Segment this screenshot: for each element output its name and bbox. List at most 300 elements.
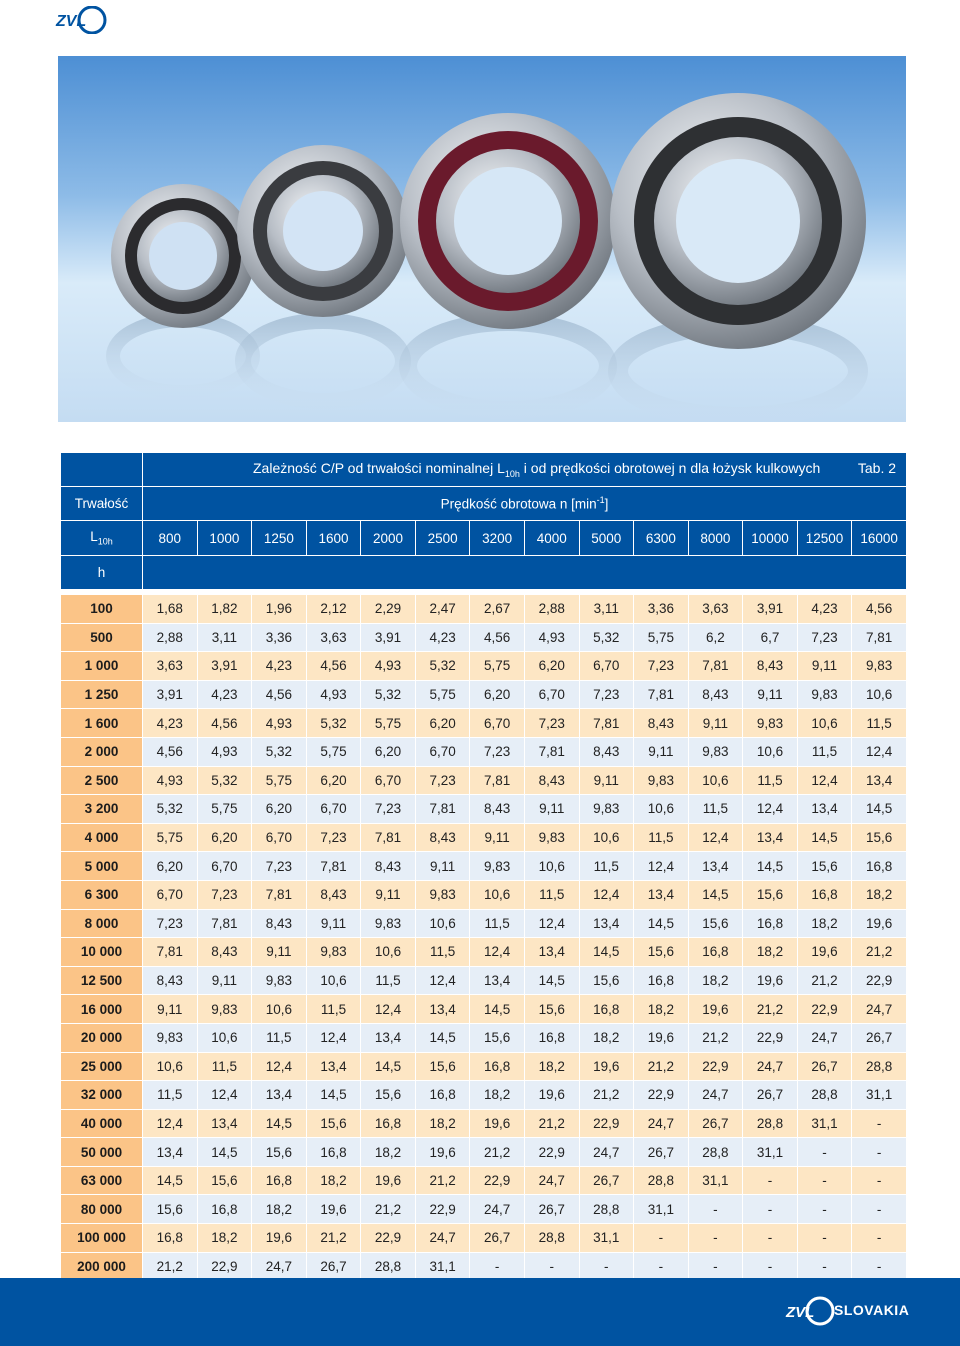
cp-value-cell: 5,32 [579, 623, 634, 652]
cp-value-cell: 16,8 [415, 1081, 470, 1110]
cp-value-cell: 7,23 [797, 623, 852, 652]
cp-value-cell: 28,8 [524, 1224, 579, 1253]
cp-value-cell: - [743, 1252, 798, 1281]
table-row [61, 1081, 907, 1110]
life-hours-cell: 200 000 [61, 1252, 143, 1281]
speed-col-header: 8000 [688, 521, 743, 556]
cp-value-cell: 9,11 [579, 766, 634, 795]
cp-value-cell: 9,83 [797, 680, 852, 709]
cp-value-cell: 4,93 [524, 623, 579, 652]
durability-label: Trwałość [61, 487, 143, 521]
cp-value-cell: 19,6 [361, 1166, 416, 1195]
cp-value-cell: 8,43 [579, 737, 634, 766]
table-row [61, 1252, 907, 1281]
cp-value-cell: 1,68 [143, 595, 198, 624]
cp-value-cell: 6,70 [197, 852, 252, 881]
life-hours-cell: 3 200 [61, 795, 143, 824]
cp-value-cell: 13,4 [634, 880, 689, 909]
cp-value-cell: - [688, 1195, 743, 1224]
cp-value-cell: 5,32 [252, 737, 307, 766]
cp-value-cell: 2,88 [143, 623, 198, 652]
cp-value-cell: 9,11 [743, 680, 798, 709]
speed-col-header: 10000 [743, 521, 798, 556]
cp-value-cell: 21,2 [143, 1252, 198, 1281]
table-row [61, 680, 907, 709]
unit-row [61, 556, 907, 590]
cp-value-cell: 22,9 [197, 1252, 252, 1281]
cp-value-cell: 14,5 [634, 909, 689, 938]
speed-col-header: 6300 [634, 521, 689, 556]
cp-value-cell: 9,83 [634, 766, 689, 795]
cp-value-cell: 24,7 [415, 1224, 470, 1253]
cp-value-cell: 7,81 [361, 823, 416, 852]
cp-value-cell: 12,4 [579, 880, 634, 909]
cp-value-cell: 8,43 [252, 909, 307, 938]
cp-value-cell: 18,2 [579, 1023, 634, 1052]
cp-value-cell: 3,91 [143, 680, 198, 709]
cp-value-cell: 4,23 [797, 595, 852, 624]
cp-value-cell: 16,8 [688, 938, 743, 967]
cp-value-cell: 11,5 [634, 823, 689, 852]
cp-value-cell: 14,5 [470, 995, 525, 1024]
cp-value-cell: 9,11 [361, 880, 416, 909]
table-row [61, 938, 907, 967]
cp-value-cell: 10,6 [306, 966, 361, 995]
cp-value-cell: 18,2 [688, 966, 743, 995]
cp-value-cell: 11,5 [143, 1081, 198, 1110]
cp-value-cell: 6,70 [143, 880, 198, 909]
cp-value-cell: 22,9 [743, 1023, 798, 1052]
cp-value-cell: 16,8 [252, 1166, 307, 1195]
cp-value-cell: 26,7 [579, 1166, 634, 1195]
cp-value-cell: 10,6 [579, 823, 634, 852]
cp-value-cell: 10,6 [743, 737, 798, 766]
cp-value-cell: 11,5 [306, 995, 361, 1024]
cp-value-cell: 19,6 [579, 1052, 634, 1081]
cp-value-cell: 6,70 [361, 766, 416, 795]
cp-value-cell: 19,6 [415, 1138, 470, 1167]
table-row [61, 652, 907, 681]
cp-value-cell: 15,6 [470, 1023, 525, 1052]
cp-value-cell: 6,70 [415, 737, 470, 766]
cp-value-cell: 22,9 [415, 1195, 470, 1224]
cp-value-cell: 26,7 [688, 1109, 743, 1138]
cp-value-cell: 22,9 [361, 1224, 416, 1253]
cp-value-cell: 11,5 [579, 852, 634, 881]
cp-value-cell: 5,75 [634, 623, 689, 652]
cp-value-cell: 26,7 [634, 1138, 689, 1167]
cp-value-cell: 10,6 [361, 938, 416, 967]
cp-value-cell: 31,1 [415, 1252, 470, 1281]
cp-value-cell: - [852, 1252, 907, 1281]
cp-value-cell: 21,2 [524, 1109, 579, 1138]
cp-value-cell: 3,63 [306, 623, 361, 652]
cp-value-cell: 8,43 [470, 795, 525, 824]
cp-value-cell: 11,5 [743, 766, 798, 795]
cp-value-cell: 18,2 [361, 1138, 416, 1167]
cp-value-cell: 16,8 [524, 1023, 579, 1052]
cp-value-cell: 2,12 [306, 595, 361, 624]
cp-value-cell: 19,6 [797, 938, 852, 967]
cp-value-cell: 9,11 [143, 995, 198, 1024]
cp-value-cell: 5,75 [361, 709, 416, 738]
cp-value-cell: 15,6 [688, 909, 743, 938]
cp-value-cell: 12,4 [197, 1081, 252, 1110]
cp-value-cell: 14,5 [306, 1081, 361, 1110]
footer-bar [0, 1278, 960, 1346]
cp-value-cell: 26,7 [852, 1023, 907, 1052]
table-row [61, 880, 907, 909]
cp-value-cell: 13,4 [415, 995, 470, 1024]
cp-value-cell: 21,2 [634, 1052, 689, 1081]
cp-value-cell: 6,70 [579, 652, 634, 681]
cp-value-cell: 28,8 [797, 1081, 852, 1110]
table-row [61, 823, 907, 852]
cp-table [60, 452, 907, 1281]
cp-value-cell: 4,56 [306, 652, 361, 681]
speed-col-header: 3200 [470, 521, 525, 556]
life-hours-cell: 1 250 [61, 680, 143, 709]
cp-value-cell: 16,8 [852, 852, 907, 881]
speed-label-prefix: Prędkość obrotowa n [min [440, 496, 597, 512]
cp-value-cell: 18,2 [415, 1109, 470, 1138]
cp-value-cell: 7,23 [415, 766, 470, 795]
table-row [61, 766, 907, 795]
cp-value-cell: 7,81 [852, 623, 907, 652]
speed-col-header: 5000 [579, 521, 634, 556]
cp-value-cell: 13,4 [470, 966, 525, 995]
speed-label [143, 487, 907, 521]
cp-value-cell: 18,2 [797, 909, 852, 938]
cp-value-cell: 3,63 [688, 595, 743, 624]
cp-value-cell: 21,2 [306, 1224, 361, 1253]
cp-value-cell: 14,5 [252, 1109, 307, 1138]
cp-value-cell: 22,9 [579, 1109, 634, 1138]
cp-value-cell: 15,6 [143, 1195, 198, 1224]
life-hours-cell: 1 600 [61, 709, 143, 738]
cp-value-cell: 4,56 [252, 680, 307, 709]
speed-header-row [61, 487, 907, 521]
speed-label-sup: -1 [596, 495, 605, 506]
cp-value-cell: 21,2 [415, 1166, 470, 1195]
speed-col-header: 2000 [361, 521, 416, 556]
speed-col-header: 1000 [197, 521, 252, 556]
cp-value-cell: 19,6 [252, 1224, 307, 1253]
cp-value-cell: 15,6 [852, 823, 907, 852]
cp-value-cell: - [470, 1252, 525, 1281]
cp-value-cell: - [634, 1224, 689, 1253]
cp-value-cell: 3,11 [197, 623, 252, 652]
cp-value-cell: 15,6 [524, 995, 579, 1024]
cp-value-cell: 8,43 [415, 823, 470, 852]
speed-col-header: 2500 [415, 521, 470, 556]
cp-value-cell: 26,7 [306, 1252, 361, 1281]
life-hours-cell: 16 000 [61, 995, 143, 1024]
cp-value-cell: 3,63 [143, 652, 198, 681]
cp-value-cell: - [852, 1109, 907, 1138]
cp-value-cell: 6,20 [252, 795, 307, 824]
zvl-logo-text: ZVL [56, 13, 87, 30]
cp-value-cell: 6,20 [524, 652, 579, 681]
table-row [61, 852, 907, 881]
life-hours-cell: 6 300 [61, 880, 143, 909]
cp-value-cell: - [797, 1224, 852, 1253]
life-hours-cell: 80 000 [61, 1195, 143, 1224]
cp-value-cell: 6,7 [743, 623, 798, 652]
cp-value-cell: 5,75 [470, 652, 525, 681]
cp-value-cell: 9,83 [470, 852, 525, 881]
cp-value-cell: 7,81 [579, 709, 634, 738]
cp-value-cell: 12,4 [470, 938, 525, 967]
table-row [61, 795, 907, 824]
cp-value-cell: 10,6 [852, 680, 907, 709]
cp-value-cell: 11,5 [252, 1023, 307, 1052]
cp-value-cell: 18,2 [634, 995, 689, 1024]
cp-value-cell: 9,83 [579, 795, 634, 824]
cp-value-cell: 28,8 [743, 1109, 798, 1138]
cp-value-cell: 10,6 [470, 880, 525, 909]
cp-value-cell: 24,7 [688, 1081, 743, 1110]
cp-value-cell: 8,43 [306, 880, 361, 909]
cp-value-cell: 7,81 [688, 652, 743, 681]
cp-value-cell: 3,91 [361, 623, 416, 652]
cp-value-cell: 21,2 [852, 938, 907, 967]
cp-value-cell: 6,20 [143, 852, 198, 881]
cp-value-cell: 8,43 [524, 766, 579, 795]
cp-value-cell: 3,91 [197, 652, 252, 681]
cp-value-cell: 11,5 [524, 880, 579, 909]
cp-value-cell: 14,5 [797, 823, 852, 852]
cp-value-cell: 24,7 [470, 1195, 525, 1224]
cp-value-cell: 15,6 [797, 852, 852, 881]
cp-value-cell: 1,96 [252, 595, 307, 624]
cp-value-cell: 10,6 [797, 709, 852, 738]
cp-value-cell: 31,1 [634, 1195, 689, 1224]
title-corner [61, 453, 143, 487]
speed-label-suffix: ] [604, 496, 609, 512]
cp-value-cell: 18,2 [252, 1195, 307, 1224]
cp-value-cell: 9,83 [524, 823, 579, 852]
cp-value-cell: 3,36 [634, 595, 689, 624]
cp-value-cell: 9,11 [688, 709, 743, 738]
cp-value-cell: - [852, 1195, 907, 1224]
table-row [61, 595, 907, 624]
life-hours-cell: 20 000 [61, 1023, 143, 1052]
cp-value-cell: 5,75 [143, 823, 198, 852]
cp-value-cell: 7,23 [361, 795, 416, 824]
table-row [61, 1138, 907, 1167]
cp-value-cell: 10,6 [143, 1052, 198, 1081]
cp-value-cell: 12,4 [797, 766, 852, 795]
cp-value-cell: 1,82 [197, 595, 252, 624]
table-row [61, 1195, 907, 1224]
cp-value-cell: 13,4 [797, 795, 852, 824]
cp-value-cell: 15,6 [415, 1052, 470, 1081]
cp-value-cell: 24,7 [252, 1252, 307, 1281]
cp-value-cell: 21,2 [361, 1195, 416, 1224]
table-title [143, 453, 907, 487]
cp-value-cell: 6,20 [306, 766, 361, 795]
cp-value-cell: 10,6 [634, 795, 689, 824]
table-row [61, 995, 907, 1024]
cp-value-cell: 6,20 [415, 709, 470, 738]
cp-value-cell: 7,23 [470, 737, 525, 766]
cp-value-cell: 28,8 [688, 1138, 743, 1167]
cp-value-cell: 19,6 [852, 909, 907, 938]
cp-value-cell: 11,5 [688, 795, 743, 824]
cp-value-cell: 18,2 [743, 938, 798, 967]
cp-value-cell: 12,4 [306, 1023, 361, 1052]
cp-value-cell: 5,75 [197, 795, 252, 824]
table-row [61, 966, 907, 995]
cp-value-cell: 19,6 [743, 966, 798, 995]
cp-value-cell: 26,7 [743, 1081, 798, 1110]
cp-value-cell: - [634, 1252, 689, 1281]
cp-value-cell: 7,23 [634, 652, 689, 681]
cp-value-cell: 12,4 [524, 909, 579, 938]
bearings-illustration [58, 56, 906, 422]
cp-value-cell: 18,2 [306, 1166, 361, 1195]
cp-value-cell: 9,83 [306, 938, 361, 967]
speed-col-header: 1600 [306, 521, 361, 556]
cp-value-cell: 26,7 [524, 1195, 579, 1224]
cp-value-cell: 9,11 [252, 938, 307, 967]
cp-value-cell: 2,88 [524, 595, 579, 624]
cp-value-cell: 5,32 [197, 766, 252, 795]
cp-value-cell: 6,20 [361, 737, 416, 766]
cp-value-cell: 9,83 [143, 1023, 198, 1052]
cp-value-cell: 16,8 [361, 1109, 416, 1138]
bearings-photo [58, 56, 906, 422]
l10h-label [61, 521, 143, 556]
cp-value-cell: 14,5 [579, 938, 634, 967]
cp-value-cell: 28,8 [852, 1052, 907, 1081]
cp-value-cell: 22,9 [634, 1081, 689, 1110]
cp-value-cell: - [743, 1195, 798, 1224]
table-row [61, 1023, 907, 1052]
cp-value-cell: 11,5 [415, 938, 470, 967]
cp-value-cell: 14,5 [688, 880, 743, 909]
cp-value-cell: - [852, 1224, 907, 1253]
cp-value-cell: - [743, 1224, 798, 1253]
table-body [61, 595, 907, 1281]
cp-value-cell: 7,23 [252, 852, 307, 881]
cp-value-cell: 12,4 [688, 823, 743, 852]
cp-value-cell: 13,4 [579, 909, 634, 938]
zvl-logo-icon [52, 6, 108, 34]
cp-value-cell: 31,1 [852, 1081, 907, 1110]
cp-value-cell: - [797, 1252, 852, 1281]
cp-value-cell: 18,2 [470, 1081, 525, 1110]
table-row [61, 1109, 907, 1138]
load-ratio-table [60, 452, 906, 1281]
cp-value-cell: 13,4 [743, 823, 798, 852]
cp-value-cell: - [797, 1166, 852, 1195]
cp-value-cell: 8,43 [197, 938, 252, 967]
cp-value-cell: 21,2 [797, 966, 852, 995]
cp-value-cell: 5,32 [361, 680, 416, 709]
cp-value-cell: 14,5 [415, 1023, 470, 1052]
cp-value-cell: 12,4 [743, 795, 798, 824]
cp-value-cell: 4,23 [143, 709, 198, 738]
cp-value-cell: 5,75 [306, 737, 361, 766]
cp-value-cell: 14,5 [143, 1166, 198, 1195]
unit-row-blank [143, 556, 907, 590]
cp-value-cell: 10,6 [688, 766, 743, 795]
cp-value-cell: 31,1 [579, 1224, 634, 1253]
cp-value-cell: 19,6 [306, 1195, 361, 1224]
cp-value-cell: 11,5 [361, 966, 416, 995]
life-hours-cell: 4 000 [61, 823, 143, 852]
cp-value-cell: 5,75 [252, 766, 307, 795]
cp-value-cell: - [688, 1224, 743, 1253]
cp-value-cell: 21,2 [470, 1138, 525, 1167]
cp-value-cell: - [797, 1195, 852, 1224]
cp-value-cell: 13,4 [361, 1023, 416, 1052]
cp-value-cell: 21,2 [743, 995, 798, 1024]
cp-value-cell: 8,43 [634, 709, 689, 738]
cp-value-cell: 24,7 [634, 1109, 689, 1138]
cp-value-cell: 18,2 [852, 880, 907, 909]
cp-value-cell: 8,43 [143, 966, 198, 995]
life-hours-cell: 1 000 [61, 652, 143, 681]
cp-value-cell: 7,81 [634, 680, 689, 709]
cp-value-cell: 14,5 [361, 1052, 416, 1081]
cp-value-cell: 9,11 [197, 966, 252, 995]
cp-value-cell: 7,23 [143, 909, 198, 938]
cp-value-cell: 9,11 [797, 652, 852, 681]
cp-value-cell: - [743, 1166, 798, 1195]
cp-value-cell: 2,29 [361, 595, 416, 624]
cp-value-cell: 9,83 [743, 709, 798, 738]
cp-value-cell: 10,6 [197, 1023, 252, 1052]
cp-value-cell: 11,5 [852, 709, 907, 738]
table-title-prefix: Zależność C/P od trwałości nominalnej L [253, 460, 505, 477]
cp-value-cell: 22,9 [470, 1166, 525, 1195]
cp-value-cell: 12,4 [143, 1109, 198, 1138]
cp-value-cell: 12,4 [415, 966, 470, 995]
cp-value-cell: 9,11 [415, 852, 470, 881]
cp-value-cell: 21,2 [579, 1081, 634, 1110]
life-hours-cell: 40 000 [61, 1109, 143, 1138]
cp-value-cell: 26,7 [797, 1052, 852, 1081]
cp-value-cell: 9,83 [252, 966, 307, 995]
cp-value-cell: 4,23 [197, 680, 252, 709]
cp-value-cell: - [852, 1138, 907, 1167]
cp-value-cell: 4,23 [415, 623, 470, 652]
speed-col-header: 16000 [852, 521, 907, 556]
cp-value-cell: 15,6 [743, 880, 798, 909]
cp-value-cell: 11,5 [197, 1052, 252, 1081]
cp-value-cell: 6,2 [688, 623, 743, 652]
cp-value-cell: 15,6 [579, 966, 634, 995]
cp-value-cell: 9,11 [634, 737, 689, 766]
table-row [61, 709, 907, 738]
cp-value-cell: 7,81 [143, 938, 198, 967]
life-hours-cell: 10 000 [61, 938, 143, 967]
cp-value-cell: 10,6 [415, 909, 470, 938]
life-hours-cell: 2 000 [61, 737, 143, 766]
cp-value-cell: 11,5 [797, 737, 852, 766]
cp-value-cell: - [524, 1252, 579, 1281]
cp-value-cell: 2,67 [470, 595, 525, 624]
cp-value-cell: 9,83 [688, 737, 743, 766]
cp-value-cell: 7,81 [524, 737, 579, 766]
cp-value-cell: 13,4 [197, 1109, 252, 1138]
cp-value-cell: 14,5 [197, 1138, 252, 1167]
life-hours-cell: 100 [61, 595, 143, 624]
cp-value-cell: 3,36 [252, 623, 307, 652]
